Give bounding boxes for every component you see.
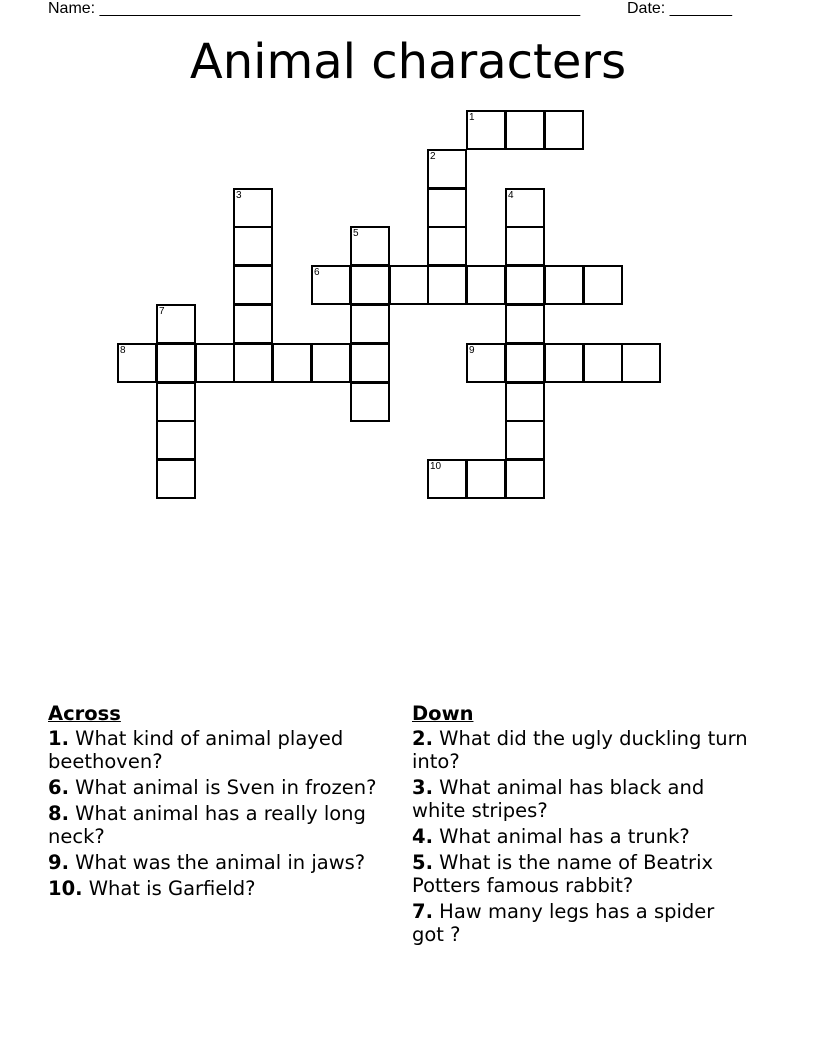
clue-number: 8. (48, 802, 69, 825)
date-field[interactable]: Date: _______ (627, 0, 732, 17)
clue-text: What animal is Sven in frozen? (68, 776, 377, 799)
grid-cell[interactable] (311, 343, 351, 383)
clue-text: What is Garfield? (82, 877, 256, 900)
down-clue (412, 727, 752, 773)
grid-cell[interactable] (233, 343, 273, 383)
grid-cell[interactable] (466, 343, 506, 383)
grid-cell[interactable] (233, 265, 273, 305)
grid-cell[interactable] (156, 343, 196, 383)
grid-cell[interactable] (427, 149, 467, 189)
grid-cell[interactable] (505, 226, 545, 266)
grid-cell[interactable] (272, 343, 312, 383)
across-clue (48, 802, 378, 848)
down-clue (412, 851, 752, 897)
grid-cell[interactable] (505, 459, 545, 499)
grid-cell[interactable] (350, 382, 390, 422)
grid-cell[interactable] (505, 304, 545, 344)
clue-number: 7. (412, 900, 433, 923)
grid-cell[interactable] (117, 343, 157, 383)
grid-cell[interactable] (466, 110, 506, 150)
grid-cell[interactable] (427, 459, 467, 499)
grid-cell[interactable] (427, 226, 467, 266)
clue-number: 3 (236, 190, 242, 201)
grid-cell[interactable] (156, 420, 196, 460)
grid-cell[interactable] (233, 304, 273, 344)
grid-cell[interactable] (233, 226, 273, 266)
down-clue (412, 825, 752, 848)
grid-cell[interactable] (156, 382, 196, 422)
across-heading: Across (48, 702, 121, 725)
grid-cell[interactable] (350, 343, 390, 383)
grid-cell[interactable] (466, 265, 506, 305)
clue-number: 10. (48, 877, 83, 900)
clue-number: 6 (314, 267, 320, 278)
grid-cell[interactable] (583, 265, 623, 305)
clue-number: 2. (412, 727, 433, 750)
clue-text: What was the animal in jaws? (68, 851, 366, 874)
grid-cell[interactable] (505, 343, 545, 383)
crossword-grid (0, 0, 816, 520)
clue-number: 1. (48, 727, 69, 750)
name-field[interactable]: Name: ______________________________________________________ (48, 0, 581, 17)
clue-number: 4 (508, 190, 514, 201)
clue-text: What did the ugly duckling turn into? (412, 727, 748, 773)
clue-text: What is the name of Beatrix Potters famous rabbit? (412, 851, 714, 897)
grid-cell[interactable] (156, 304, 196, 344)
clue-text: What kind of animal played beethoven? (48, 727, 344, 773)
down-clues (412, 702, 752, 949)
clue-number: 9 (469, 345, 475, 356)
grid-cell[interactable] (427, 265, 467, 305)
grid-cell[interactable] (505, 188, 545, 228)
clue-number: 1 (469, 112, 475, 123)
grid-cell[interactable] (505, 265, 545, 305)
grid-cell[interactable] (195, 343, 235, 383)
grid-cell[interactable] (350, 304, 390, 344)
grid-cell[interactable] (311, 265, 351, 305)
clue-text: What animal has a trunk? (432, 825, 690, 848)
across-clue (48, 877, 378, 900)
grid-cell[interactable] (544, 265, 584, 305)
clue-text: What animal has black and white stripes? (412, 776, 705, 822)
clue-number: 2 (430, 151, 436, 162)
clue-number: 3. (412, 776, 433, 799)
clue-number: 5 (353, 228, 359, 239)
grid-cell[interactable] (350, 226, 390, 266)
page-title: Animal characters (189, 34, 627, 90)
across-clues (48, 702, 378, 903)
grid-cell[interactable] (505, 382, 545, 422)
across-clue (48, 851, 378, 874)
clue-number: 8 (120, 345, 126, 356)
grid-cell[interactable] (544, 343, 584, 383)
grid-cell[interactable] (505, 110, 545, 150)
grid-cell[interactable] (621, 343, 661, 383)
grid-cell[interactable] (156, 459, 196, 499)
clue-number: 7 (159, 306, 165, 317)
clue-number: 6. (48, 776, 69, 799)
across-clue (48, 776, 378, 799)
grid-cell[interactable] (466, 459, 506, 499)
grid-cell[interactable] (583, 343, 623, 383)
grid-cell[interactable] (233, 188, 273, 228)
grid-cell[interactable] (350, 265, 390, 305)
clue-text: Haw many legs has a spider got ? (412, 900, 715, 946)
clue-text: What animal has a really long neck? (48, 802, 366, 848)
down-heading: Down (412, 702, 474, 725)
clue-number: 9. (48, 851, 69, 874)
grid-cell[interactable] (505, 420, 545, 460)
grid-cell[interactable] (389, 265, 429, 305)
clue-number: 4. (412, 825, 433, 848)
down-clue (412, 776, 752, 822)
grid-cell[interactable] (544, 110, 584, 150)
across-clue (48, 727, 378, 773)
clue-number: 5. (412, 851, 433, 874)
clue-number: 10 (430, 461, 442, 472)
grid-cell[interactable] (427, 188, 467, 228)
down-clue (412, 900, 752, 946)
